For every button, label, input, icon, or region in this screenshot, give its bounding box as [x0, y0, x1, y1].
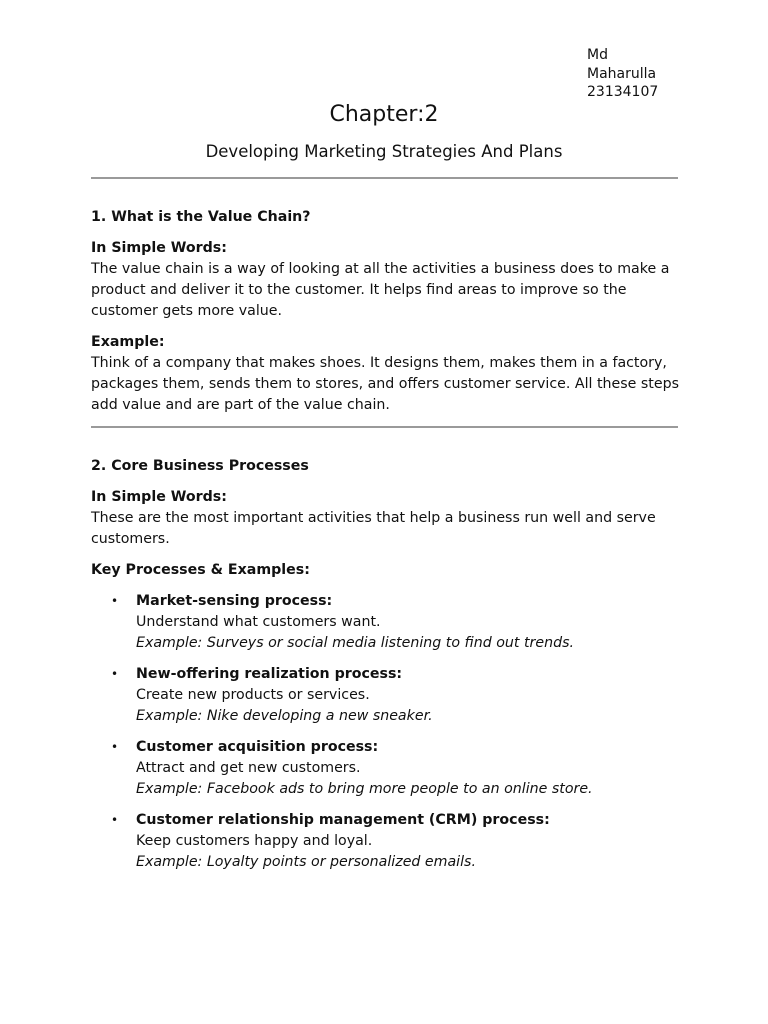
divider-middle	[91, 426, 678, 428]
list-item	[91, 591, 681, 654]
list-item	[91, 664, 681, 727]
process-description: Understand what customers want.	[136, 614, 381, 630]
author-block	[587, 46, 658, 102]
process-name: Customer acquisition process:	[136, 739, 379, 755]
bullet-icon: •	[111, 667, 119, 681]
example-label: Example:	[91, 334, 165, 350]
process-example: Example: Surveys or social media listening to find out trends.	[136, 635, 574, 651]
process-name: Market-sensing process:	[136, 593, 333, 609]
author-last-name: Maharulla	[587, 65, 657, 82]
list-item	[91, 737, 681, 800]
example-text: Think of a company that makes shoes. It designs them, makes them in a factory, packages them, sends them to stores, and offers customer service. All these steps add value and are part of the value chain.	[91, 355, 679, 413]
chapter-title: Chapter:2	[329, 102, 439, 127]
key-processes-label: Key Processes & Examples:	[91, 562, 310, 578]
section-core-processes	[91, 456, 681, 883]
process-name: Customer relationship management (CRM) process:	[136, 812, 550, 828]
process-example: Example: Loyalty points or personalized emails.	[136, 854, 476, 870]
bullet-icon: •	[111, 594, 119, 608]
simple-words-text: These are the most important activities that help a business run well and serve customers.	[91, 510, 656, 547]
chapter-subtitle: Developing Marketing Strategies And Plans	[205, 142, 563, 161]
bullet-icon: •	[111, 740, 119, 754]
author-id: 23134107	[587, 84, 659, 100]
section-value-chain	[91, 207, 681, 416]
divider-top	[91, 177, 678, 179]
process-name: New-offering realization process:	[136, 666, 403, 682]
list-item	[91, 810, 681, 873]
process-example: Example: Facebook ads to bring more people to an online store.	[136, 781, 593, 797]
process-list	[91, 591, 681, 873]
process-example: Example: Nike developing a new sneaker.	[136, 708, 433, 724]
section-title: 2. Core Business Processes	[91, 458, 309, 474]
simple-words-label: In Simple Words:	[91, 240, 227, 256]
simple-words-label: In Simple Words:	[91, 489, 227, 505]
process-description: Keep customers happy and loyal.	[136, 833, 373, 849]
process-description: Attract and get new customers.	[136, 760, 361, 776]
section-title: 1. What is the Value Chain?	[91, 209, 311, 225]
process-description: Create new products or services.	[136, 687, 370, 703]
bullet-icon: •	[111, 813, 119, 827]
author-first-name: Md	[587, 47, 608, 63]
simple-words-text: The value chain is a way of looking at all the activities a business does to make a product and deliver it to the customer. It helps find areas to improve so the customer gets more value.	[91, 261, 670, 319]
